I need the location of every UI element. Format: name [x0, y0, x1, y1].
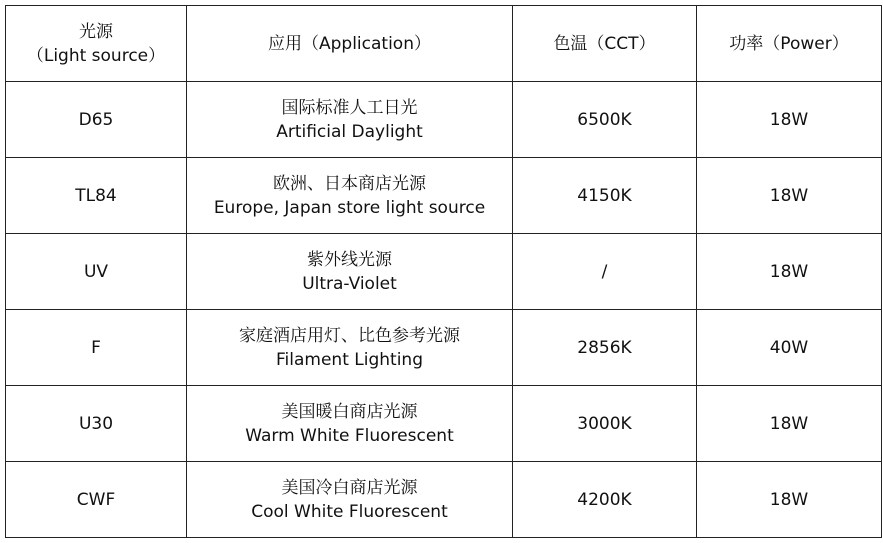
cell-source: D65: [6, 82, 187, 158]
application-cn: 家庭酒店用灯、比色参考光源: [239, 325, 460, 346]
cell-cct: 4150K: [513, 158, 697, 234]
application-cn: 国际标准人工日光: [281, 97, 418, 118]
application-cn: 美国冷白商店光源: [281, 477, 418, 498]
header-application-label: 应用（Application）: [268, 33, 431, 54]
cell-power: 18W: [697, 462, 882, 538]
cell-application: [187, 158, 513, 234]
cell-cct: 3000K: [513, 386, 697, 462]
cell-cct: 2856K: [513, 310, 697, 386]
application-en: Filament Lighting: [276, 349, 423, 370]
cell-source: U30: [6, 386, 187, 462]
cell-application: [187, 462, 513, 538]
header-power-label: 功率（Power）: [729, 33, 849, 54]
application-cn: 美国暖白商店光源: [281, 401, 418, 422]
cell-source: CWF: [6, 462, 187, 538]
cell-source: UV: [6, 234, 187, 310]
header-light-source-cn: 光源: [79, 21, 113, 42]
cell-application: [187, 386, 513, 462]
header-row: [6, 6, 882, 82]
header-light-source-en: （Light source）: [26, 45, 166, 66]
cell-power: 18W: [697, 386, 882, 462]
application-en: Cool White Fluorescent: [251, 501, 448, 522]
light-source-table: [5, 5, 882, 538]
table-row: [6, 462, 882, 538]
cell-source: F: [6, 310, 187, 386]
header-cct-label: 色温（CCT）: [553, 33, 656, 54]
cell-power: 18W: [697, 234, 882, 310]
cell-application: [187, 310, 513, 386]
header-application: [187, 6, 513, 82]
table-row: [6, 310, 882, 386]
header-power: [697, 6, 882, 82]
cell-source: TL84: [6, 158, 187, 234]
application-cn: 欧洲、日本商店光源: [273, 173, 426, 194]
application-cn: 紫外线光源: [307, 249, 392, 270]
cell-cct: 4200K: [513, 462, 697, 538]
cell-cct: 6500K: [513, 82, 697, 158]
header-light-source: [6, 6, 187, 82]
cell-application: [187, 234, 513, 310]
cell-cct: /: [513, 234, 697, 310]
table-row: [6, 82, 882, 158]
application-en: Europe, Japan store light source: [213, 197, 486, 218]
header-cct: [513, 6, 697, 82]
cell-power: 40W: [697, 310, 882, 386]
cell-application: [187, 82, 513, 158]
application-en: Ultra-Violet: [302, 273, 397, 294]
application-en: Warm White Fluorescent: [245, 425, 454, 446]
application-en: Artificial Daylight: [276, 121, 423, 142]
table-row: [6, 158, 882, 234]
cell-power: 18W: [697, 158, 882, 234]
table-row: [6, 386, 882, 462]
light-source-table-container: [5, 5, 882, 538]
cell-power: 18W: [697, 82, 882, 158]
table-row: [6, 234, 882, 310]
